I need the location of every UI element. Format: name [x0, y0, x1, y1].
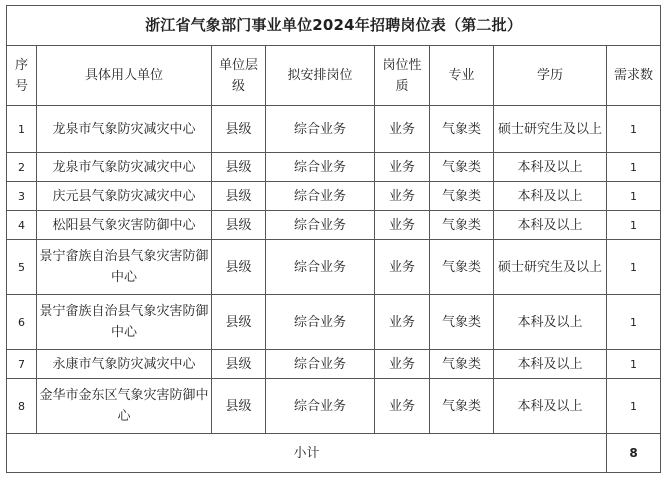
header-no: 序号 [7, 46, 37, 106]
row-edu: 本科及以上 [494, 350, 607, 379]
row-count: 1 [607, 153, 661, 182]
table-row [7, 106, 661, 153]
row-major: 气象类 [430, 182, 494, 211]
row-edu: 本科及以上 [494, 379, 607, 434]
table-title: 浙江省气象部门事业单位2024年招聘岗位表（第二批） [7, 6, 661, 46]
row-count: 1 [607, 106, 661, 153]
row-nature: 业务 [375, 295, 430, 350]
row-unit: 永康市气象防灾减灾中心 [37, 350, 212, 379]
table-row [7, 379, 661, 434]
row-level: 县级 [212, 240, 266, 295]
row-major: 气象类 [430, 106, 494, 153]
row-unit: 景宁畲族自治县气象灾害防御中心 [37, 240, 212, 295]
row-unit: 庆元县气象防灾减灾中心 [37, 182, 212, 211]
row-edu: 本科及以上 [494, 295, 607, 350]
row-edu: 硕士研究生及以上 [494, 106, 607, 153]
row-unit: 松阳县气象灾害防御中心 [37, 211, 212, 240]
row-unit: 龙泉市气象防灾减灾中心 [37, 153, 212, 182]
row-level: 县级 [212, 350, 266, 379]
recruitment-table [6, 5, 661, 473]
row-unit: 景宁畲族自治县气象灾害防御中心 [37, 295, 212, 350]
row-major: 气象类 [430, 350, 494, 379]
row-level: 县级 [212, 153, 266, 182]
row-edu: 本科及以上 [494, 153, 607, 182]
row-no: 5 [7, 240, 37, 295]
table-row [7, 153, 661, 182]
row-edu: 硕士研究生及以上 [494, 240, 607, 295]
total-row [7, 434, 661, 473]
row-count: 1 [607, 379, 661, 434]
row-level: 县级 [212, 379, 266, 434]
header-edu: 学历 [494, 46, 607, 106]
total-value: 8 [607, 434, 661, 473]
header-row [7, 46, 661, 106]
row-nature: 业务 [375, 350, 430, 379]
table-row [7, 182, 661, 211]
row-no: 2 [7, 153, 37, 182]
row-post: 综合业务 [266, 153, 375, 182]
total-label: 小计 [7, 434, 607, 473]
table-row [7, 350, 661, 379]
row-post: 综合业务 [266, 182, 375, 211]
row-level: 县级 [212, 211, 266, 240]
row-nature: 业务 [375, 240, 430, 295]
row-no: 8 [7, 379, 37, 434]
row-post: 综合业务 [266, 240, 375, 295]
row-no: 1 [7, 106, 37, 153]
row-no: 4 [7, 211, 37, 240]
row-nature: 业务 [375, 153, 430, 182]
row-nature: 业务 [375, 182, 430, 211]
row-post: 综合业务 [266, 106, 375, 153]
row-major: 气象类 [430, 295, 494, 350]
row-count: 1 [607, 182, 661, 211]
row-post: 综合业务 [266, 295, 375, 350]
row-count: 1 [607, 211, 661, 240]
title-row [7, 6, 661, 46]
row-no: 3 [7, 182, 37, 211]
row-post: 综合业务 [266, 211, 375, 240]
table-row [7, 240, 661, 295]
row-count: 1 [607, 295, 661, 350]
header-unit: 具体用人单位 [37, 46, 212, 106]
table-row [7, 295, 661, 350]
row-major: 气象类 [430, 153, 494, 182]
row-count: 1 [607, 350, 661, 379]
header-nature: 岗位性质 [375, 46, 430, 106]
row-unit: 龙泉市气象防灾减灾中心 [37, 106, 212, 153]
header-major: 专业 [430, 46, 494, 106]
row-no: 6 [7, 295, 37, 350]
row-level: 县级 [212, 106, 266, 153]
row-count: 1 [607, 240, 661, 295]
row-post: 综合业务 [266, 379, 375, 434]
row-level: 县级 [212, 182, 266, 211]
row-major: 气象类 [430, 211, 494, 240]
row-post: 综合业务 [266, 350, 375, 379]
header-count: 需求数 [607, 46, 661, 106]
row-edu: 本科及以上 [494, 182, 607, 211]
row-edu: 本科及以上 [494, 211, 607, 240]
row-nature: 业务 [375, 379, 430, 434]
row-nature: 业务 [375, 106, 430, 153]
row-major: 气象类 [430, 379, 494, 434]
header-level: 单位层级 [212, 46, 266, 106]
row-level: 县级 [212, 295, 266, 350]
row-unit: 金华市金东区气象灾害防御中心 [37, 379, 212, 434]
row-no: 7 [7, 350, 37, 379]
row-nature: 业务 [375, 211, 430, 240]
row-major: 气象类 [430, 240, 494, 295]
recruitment-table-sheet [6, 5, 660, 473]
table-row [7, 211, 661, 240]
header-post: 拟安排岗位 [266, 46, 375, 106]
